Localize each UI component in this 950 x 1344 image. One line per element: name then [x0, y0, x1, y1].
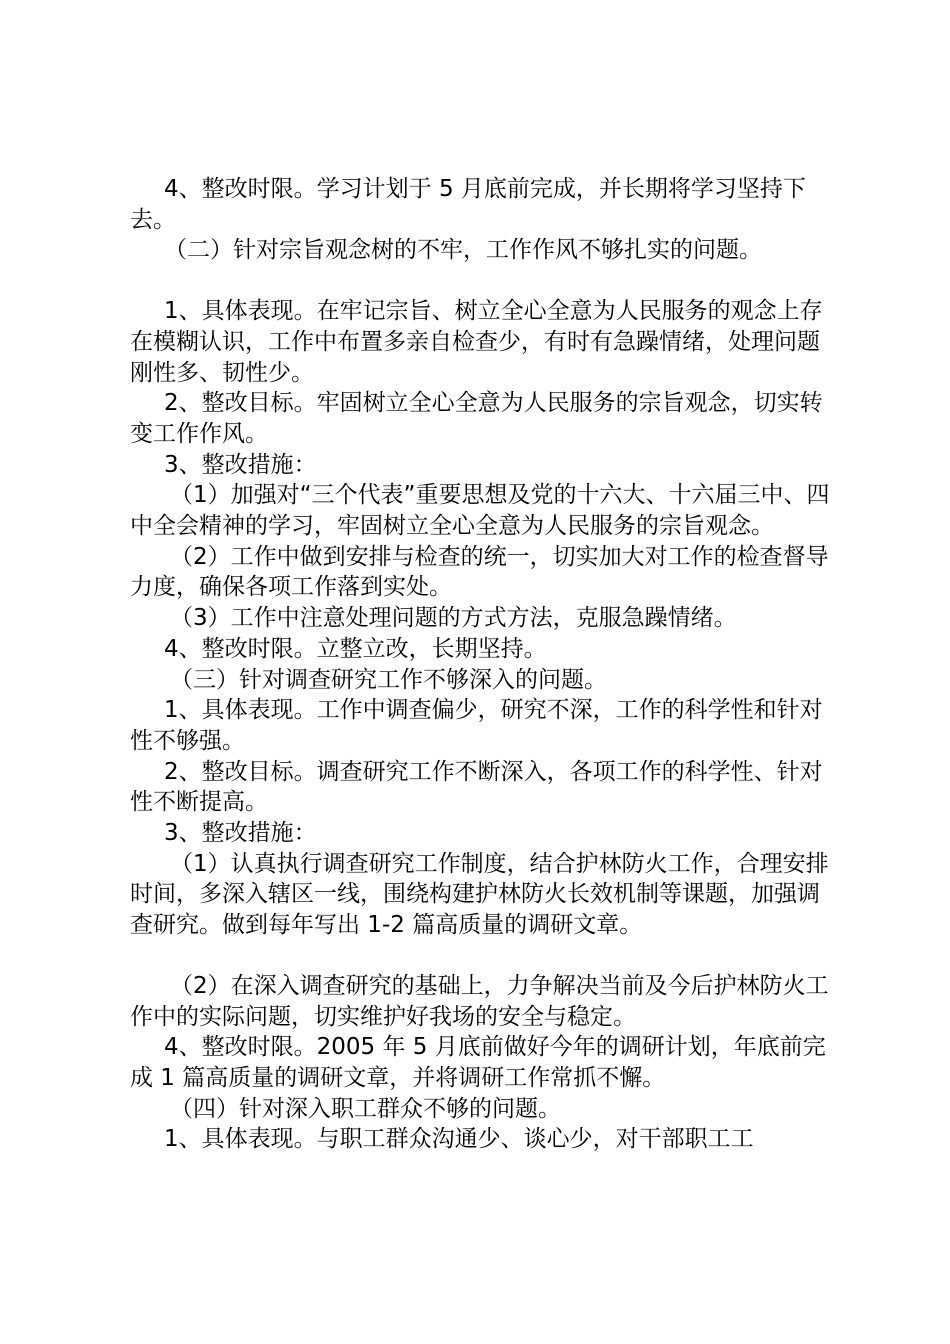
- paragraph-measure-2: （2）工作中做到安排与检查的统一，切实加大对工作的检查督导力度，确保各项工作落到实处。: [130, 543, 829, 601]
- paragraph-research-measure-1: （1）认真执行调查研究工作制度，结合护林防火工作，合理安排时间，多深入辖区一线，围绕构建护林防火长效机制等课题，加强调查研究。做到每年写出 1-2 篇高质量的调研文章。: [130, 850, 829, 939]
- document-body: [130, 174, 830, 1155]
- paragraph-research-manifestation: 1、具体表现。工作中调查偏少，研究不深，工作的科学性和针对性不够强。: [130, 697, 823, 754]
- paragraph-research-deadline: 4、整改时限。2005 年 5 月底前做好今年的调研计划，年底前完成 1 篇高质量的调研文章，并将调研工作常抓不懈。: [130, 1034, 826, 1091]
- paragraph-research-goal: 2、整改目标。调查研究工作不断深入，各项工作的科学性、针对性不断提高。: [130, 758, 823, 816]
- paragraph-masses-manifestation: 1、具体表现。与职工群众沟通少、谈心少，对干部职工工: [164, 1126, 754, 1153]
- paragraph-rectification-goal: 2、整改目标。牢固树立全心全意为人民服务的宗旨观念，切实转变工作作风。: [130, 390, 823, 447]
- section-heading-three: （三）针对调查研究工作不够深入的问题。: [170, 666, 607, 693]
- paragraph-measure-1: （1）加强对“三个代表”重要思想及党的十六大、十六届三中、四中全会精神的学习，牢固树立全心全意为人民服务的宗旨观念。: [130, 482, 830, 540]
- paragraph-rectification-deadline: 4、整改时限。立整立改，长期坚持。: [164, 635, 547, 662]
- paragraph-rectification-deadline-study: 4、整改时限。学习计划于 5 月底前完成，并长期将学习坚持下去。: [130, 176, 806, 233]
- paragraph-measure-3: （3）工作中注意处理问题的方式方法，克服急躁情绪。: [170, 605, 737, 632]
- section-heading-four: （四）针对深入职工群众不够的问题。: [170, 1095, 561, 1122]
- paragraph-rectification-measures: 3、整改措施：: [164, 451, 317, 478]
- paragraph-specific-manifestation: 1、具体表现。在牢记宗旨、树立全心全意为人民服务的观念上存在模糊认识，工作中布置多亲自检查少，有时有急躁情绪，处理问题刚性多、韧性少。: [130, 298, 823, 386]
- paragraph-research-measure-2: （2）在深入调查研究的基础上，力争解决当前及今后护林防火工作中的实际问题，切实维护好我场的安全与稳定。: [130, 972, 829, 1030]
- section-heading-two: （二）针对宗旨观念树的不牢，工作作风不够扎实的问题。: [164, 237, 762, 264]
- paragraph-research-measures: 3、整改措施：: [164, 820, 317, 847]
